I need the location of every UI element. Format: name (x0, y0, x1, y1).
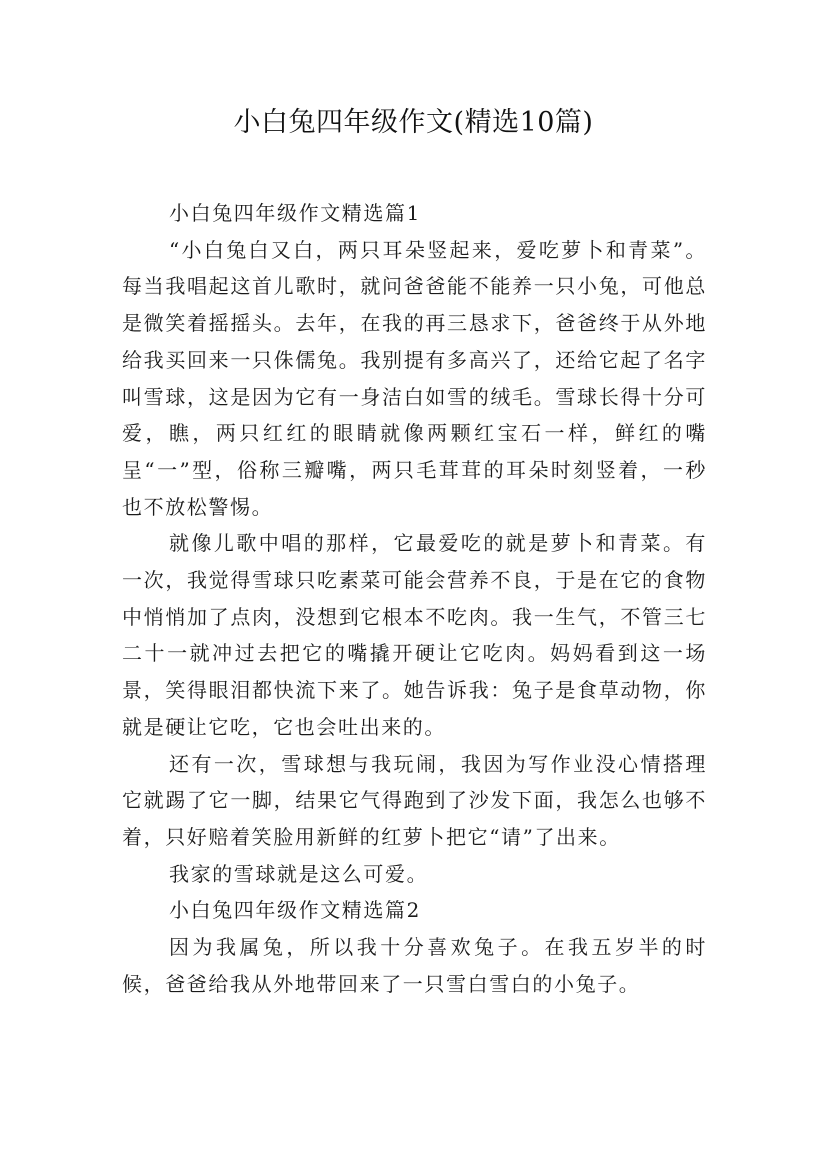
document-body (122, 195, 707, 1002)
section-heading: 小白兔四年级作文精选篇1 (169, 201, 421, 225)
section-heading: 小白兔四年级作文精选篇2 (169, 898, 421, 923)
paragraph: 就像儿歌中唱的那样，它最爱吃的就是萝卜和青菜。有一次，我觉得雪球只吃素菜可能会营养不良，于是在它的食物中悄悄加了点肉，没想到它根本不吃肉。我一生气，不管三七二十一就冲过去把它的嘴撬开硬让它吃肉。妈妈看到这一场景，笑得眼泪都快流下来了。她告诉我：兔子是食草动物，你就是硬让它吃，它也会吐出来的。 (122, 531, 707, 739)
document-title: 小白兔四年级作文(精选10篇) (233, 107, 594, 138)
paragraph: “小白兔白又白，两只耳朵竖起来，爱吃萝卜和青菜”。每当我唱起这首儿歌时，就问爸爸能不能养一只小兔，可他总是微笑着摇摇头。去年，在我的再三恳求下，爸爸终于从外地给我买回来一只侏儒兔。我别提有多高兴了，还给它起了名字叫雪球，这是因为它有一身洁白如雪的绒毛。雪球长得十分可爱，瞧，两只红红的眼睛就像两颗红宝石一样，鲜红的嘴呈“一”型，俗称三瓣嘴，两只毛茸茸的耳朵时刻竖着，一秒也不放松警惕。 (122, 237, 707, 519)
paragraph: 还有一次，雪球想与我玩闹，我因为写作业没心情搭理它就踢了它一脚，结果它气得跑到了沙发下面，我怎么也够不着，只好赔着笑脸用新鲜的红萝卜把它“请”了出来。 (122, 751, 707, 849)
paragraph: 我家的雪球就是这么可爱。 (169, 861, 429, 886)
paragraph: 因为我属兔，所以我十分喜欢兔子。在我五岁半的时候，爸爸给我从外地带回来了一只雪白雪白的小兔子。 (122, 935, 707, 996)
